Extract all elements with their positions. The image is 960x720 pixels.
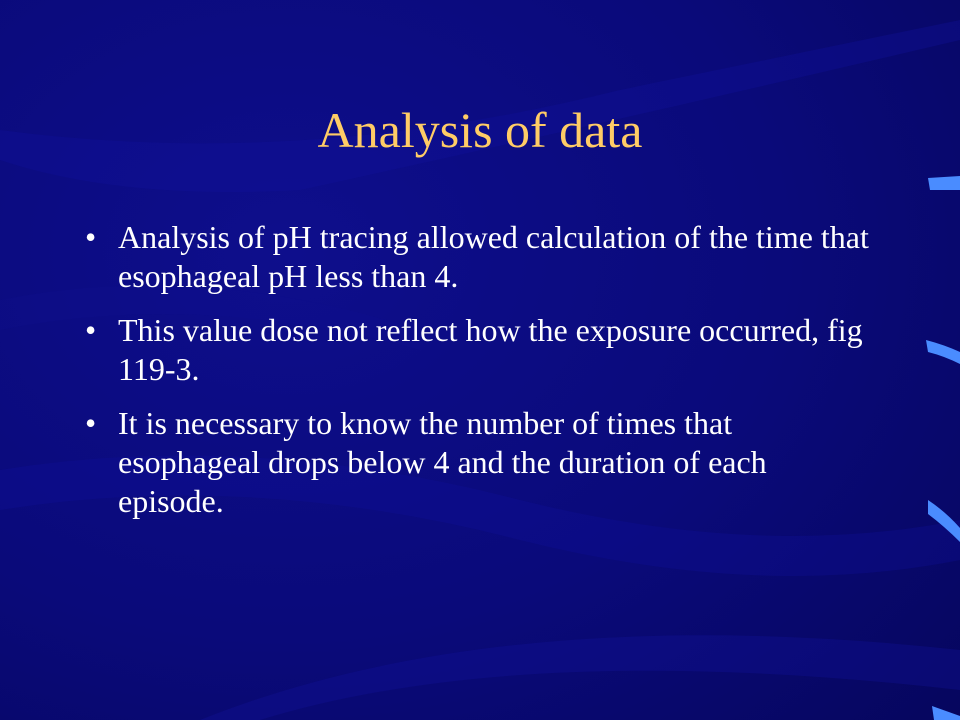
bullet-dot-icon: • bbox=[85, 219, 97, 255]
bullet-list bbox=[80, 218, 880, 536]
bullet-item bbox=[80, 311, 880, 389]
accent-tick bbox=[928, 176, 960, 190]
bullet-text: It is necessary to know the number of times that esophageal drops below 4 and the duration of each episode. bbox=[118, 405, 767, 519]
background-streak bbox=[200, 635, 960, 720]
bullet-text: Analysis of pH tracing allowed calculation of the time that esophageal pH less than 4. bbox=[118, 219, 869, 294]
bullet-item bbox=[80, 218, 880, 296]
bullet-dot-icon: • bbox=[85, 405, 97, 441]
accent-tick bbox=[926, 340, 960, 364]
bullet-text: This value dose not reflect how the exposure occurred, fig 119-3. bbox=[118, 312, 863, 387]
bullet-dot-icon: • bbox=[85, 312, 97, 348]
accent-tick bbox=[932, 706, 960, 720]
slide-title: Analysis of data bbox=[317, 102, 643, 158]
bullet-item bbox=[80, 404, 880, 521]
